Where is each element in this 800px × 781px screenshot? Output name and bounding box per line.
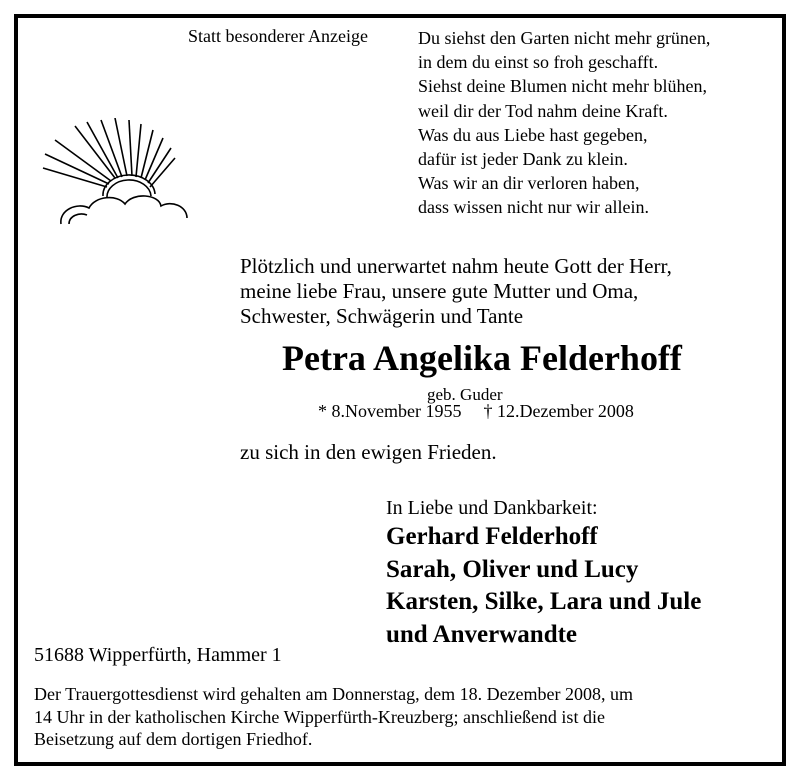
announcement-line: meine liebe Frau, unsere gute Mutter und Oma, bbox=[240, 279, 639, 303]
mourner-name: und Anverwandte bbox=[386, 620, 578, 648]
announcement-line: Plötzlich und unerwartet nahm heute Gott der Herr, bbox=[240, 254, 672, 278]
deceased-name: Petra Angelika Felderhoff bbox=[282, 338, 682, 378]
announcement bbox=[240, 254, 672, 329]
mourner-name: Sarah, Oliver und Lucy bbox=[386, 555, 639, 583]
notice-label: Statt besonderer Anzeige bbox=[188, 26, 368, 46]
poem-line: dafür ist jeder Dank zu klein. bbox=[418, 149, 628, 170]
mourner-name: Gerhard Felderhoff bbox=[386, 523, 598, 550]
poem-line: in dem du einst so froh geschafft. bbox=[418, 52, 659, 73]
mourners-intro: In Liebe und Dankbarkeit: bbox=[386, 497, 598, 519]
poem-line: Was wir an dir verloren haben, bbox=[418, 173, 640, 194]
closing-line: zu sich in den ewigen Frieden. bbox=[240, 440, 497, 464]
birth-date: * 8.November 1955 bbox=[318, 401, 462, 421]
poem bbox=[418, 26, 710, 220]
poem-line: weil dir der Tod nahm deine Kraft. bbox=[418, 100, 668, 121]
announcement-line: Schwester, Schwägerin und Tante bbox=[240, 304, 524, 328]
maiden-name: geb. Guder bbox=[427, 385, 503, 404]
rising-sun-icon bbox=[35, 118, 195, 230]
life-dates bbox=[318, 401, 634, 422]
service-info bbox=[34, 683, 633, 751]
poem-line: Du siehst den Garten nicht mehr grünen, bbox=[418, 28, 711, 48]
service-line: 14 Uhr in der katholischen Kirche Wipperfürth-Kreuzberg; anschließend ist die bbox=[34, 706, 605, 727]
mourner-name: Karsten, Silke, Lara und Jule bbox=[386, 588, 702, 615]
poem-line: Siehst deine Blumen nicht mehr blühen, bbox=[418, 76, 707, 97]
address: 51688 Wipperfürth, Hammer 1 bbox=[34, 644, 282, 666]
service-line: Der Trauergottesdienst wird gehalten am Donnerstag, dem 18. Dezember 2008, um bbox=[34, 684, 634, 704]
service-line: Beisetzung auf dem dortigen Friedhof. bbox=[34, 729, 313, 749]
mourners-list bbox=[386, 521, 701, 651]
poem-line: Was du aus Liebe hast gegeben, bbox=[418, 124, 648, 145]
poem-line: dass wissen nicht nur wir allein. bbox=[418, 197, 649, 218]
death-date: † 12.Dezember 2008 bbox=[483, 401, 634, 421]
